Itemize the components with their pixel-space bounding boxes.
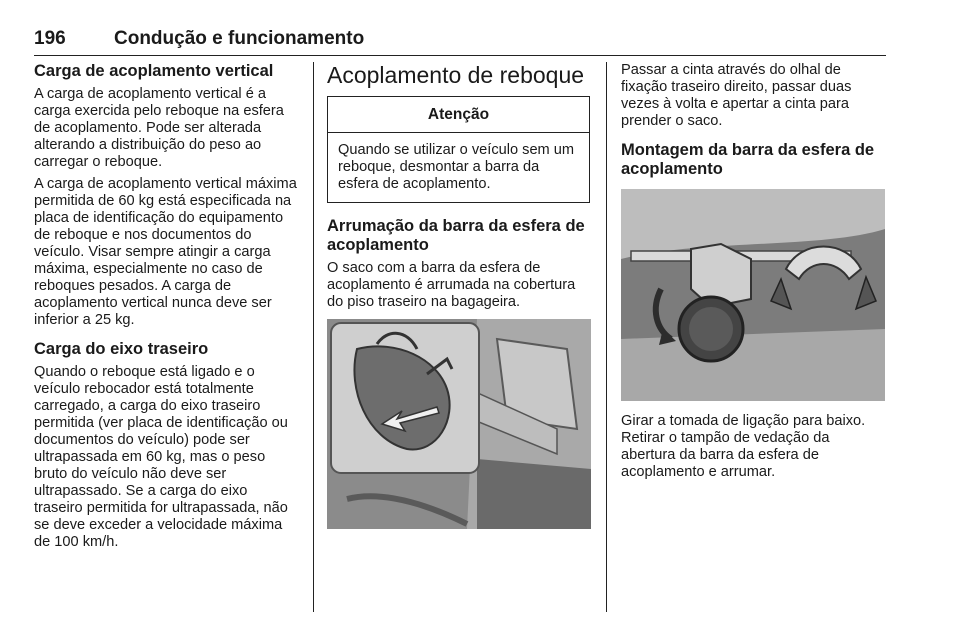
- column-divider-right: [606, 62, 607, 612]
- column-middle: [327, 62, 593, 529]
- paragraph-storage: O saco com a barra da esfera de acoplamento é arrumada na cobertura do piso traseiro na bagageira.: [327, 260, 576, 310]
- heading-storage: Arrumação da barra da esfera de acoplamento: [327, 217, 585, 254]
- paragraph-vertical-load-1: A carga de acoplamento vertical é a carga exercida pelo reboque na esfera de acoplamento. Pode ser alterada alterando a distribuição do peso ao carregar o reboque.: [34, 86, 284, 170]
- heading-mounting: Montagem da barra da esfera de acoplamento: [621, 141, 875, 178]
- illustration-socket-mounting: [621, 189, 885, 401]
- heading-rear-axle-load: Carga do eixo traseiro: [34, 340, 209, 358]
- paragraph-vertical-load-2: A carga de acoplamento vertical máxima permitida de 60 kg está especificada na placa de identificação do equipamento de reboque e nos documentos do veículo. Visar sempre atingir a carga máxima, especialmente no caso de reboques pesados. A carga de acoplamento vertical nunca deve ser inferior a 25 kg.: [34, 176, 297, 328]
- column-left: [34, 62, 300, 556]
- heading-towbar: Acoplamento de reboque: [327, 62, 585, 88]
- paragraph-strap: Passar a cinta através do olhal de fixação traseiro direito, passar duas vezes à volta e apertar a cinta para prender o saco.: [621, 62, 852, 129]
- warning-title: Atenção: [328, 97, 589, 133]
- paragraph-mounting: Girar a tomada de ligação para baixo. Retirar o tampão de vedação da abertura da barra da esfera de acoplamento e arrumar.: [621, 413, 866, 480]
- page-title: Condução e funcionamento: [114, 28, 365, 49]
- page-header: [34, 28, 886, 56]
- paragraph-rear-axle-load: Quando o reboque está ligado e o veículo rebocador está totalmente carregado, a carga do eixo traseiro permitida (ver placa de identificação ou documentos do veículo) pode ser ultrapassada em 60 kg, mas o peso bruto do veículo não deve ser ultrapassado. Se a carga do eixo traseiro permitida for ultrapassada, não se deve exceder a velocidade máxima de 100 km/h.: [34, 364, 288, 550]
- column-right: [621, 62, 887, 486]
- illustration-trunk-bag: [327, 319, 591, 529]
- page-number: 196: [34, 28, 66, 49]
- column-divider-left: [313, 62, 314, 612]
- warning-body: Quando se utilizar o veículo sem um reboque, desmontar a barra da esfera de acoplamento.: [338, 142, 575, 192]
- heading-vertical-load: Carga de acoplamento vertical: [34, 62, 274, 80]
- warning-box: [327, 96, 590, 203]
